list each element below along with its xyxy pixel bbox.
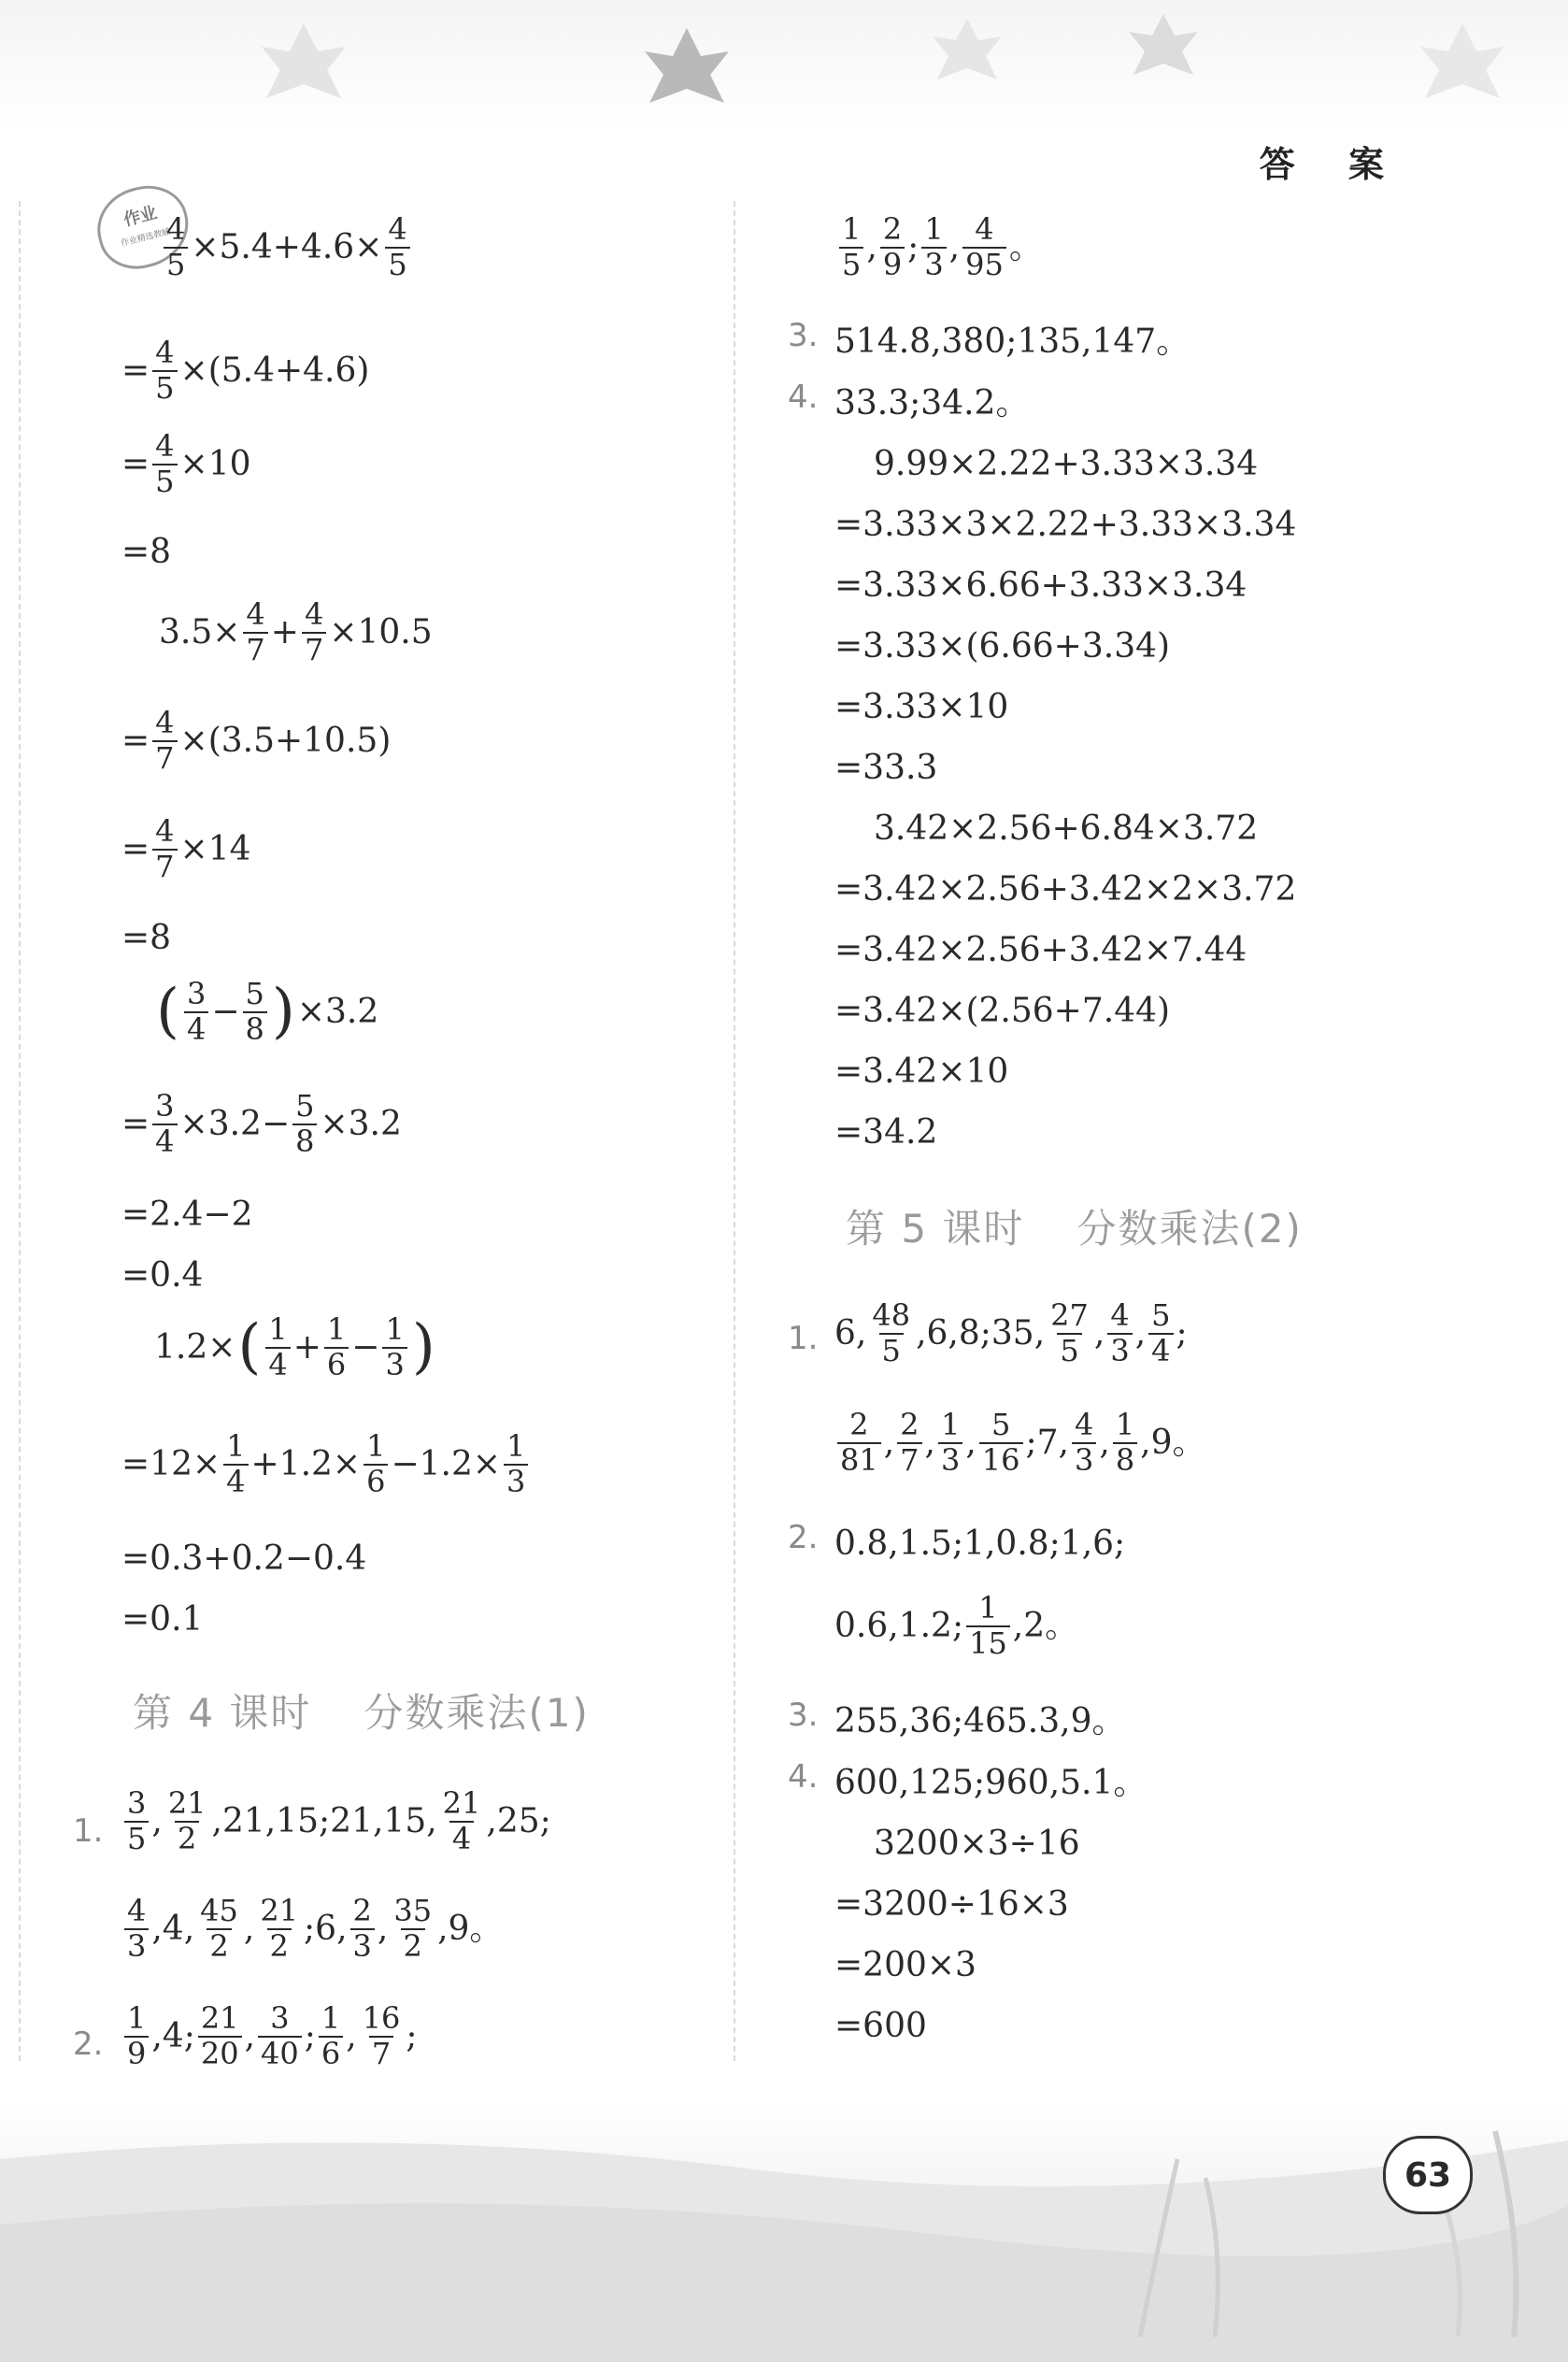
fraction: $\frac{2}{81}$ — [837, 1409, 881, 1478]
fraction: $\frac{5}{8}$ — [292, 1090, 317, 1159]
calc-line: =200×3 — [834, 1946, 976, 1984]
fraction: $\frac{1}{3}$ — [504, 1430, 528, 1499]
calc-line: 3.42×2.56+6.84×3.72 — [874, 809, 1259, 848]
calc-line: 3200×3÷16 — [874, 1825, 1080, 1863]
calc-line: =3200÷16×3 — [834, 1885, 1069, 1924]
fraction: $\frac{1}{3}$ — [938, 1409, 962, 1478]
calc-line: 9.99×2.22+3.33×3.34 — [874, 445, 1259, 483]
fraction: $\frac{4}{7}$ — [302, 598, 326, 667]
fraction: $\frac{3}{40}$ — [258, 2002, 302, 2071]
question-number: 2. — [73, 2026, 104, 2063]
fraction: $\frac{4}{3}$ — [124, 1895, 149, 1964]
fraction: $\frac{1}{6}$ — [319, 2002, 343, 2071]
calc-line: =2.4−2 — [121, 1195, 253, 1234]
fraction: $\frac{1}{3}$ — [382, 1313, 406, 1382]
question-number: 1. — [73, 1812, 104, 1850]
calc-line: =0.1 — [121, 1600, 204, 1639]
fraction: $\frac{1}{5}$ — [839, 213, 863, 282]
answer-line: $\frac{1}{5}$ , $\frac{2}{9}$ ; $\frac{1}{3}$ , $\frac{4}{95}$ 。 — [836, 213, 1043, 282]
column-divider — [734, 201, 735, 2061]
answer-line: 6, $\frac{48}{5}$ ,6,8;35, $\frac{27}{5}$ , $\frac{4}{3}$ , $\frac{5}{4}$ ; — [834, 1297, 1188, 1368]
fraction: $\frac{4}{7}$ — [243, 598, 267, 667]
fraction: $\frac{16}{7}$ — [362, 2000, 401, 2071]
answer-line: 0.6,1.2; $\frac{1}{15}$ ,2。 — [834, 1590, 1079, 1661]
fraction: $\frac{2}{3}$ — [350, 1895, 375, 1964]
fraction: $\frac{2}{7}$ — [897, 1409, 921, 1478]
fraction: $\frac{1}{9}$ — [124, 2002, 149, 2071]
calc-line: = $\frac{4}{5}$ ×(5.4+4.6) — [121, 335, 370, 406]
fraction: $\frac{1}{3}$ — [921, 213, 946, 282]
fraction: $\frac{3}{4}$ — [152, 1090, 177, 1159]
fraction: $\frac{5}{16}$ — [979, 1409, 1023, 1478]
leaf-icon — [1121, 9, 1205, 84]
question-number: 4. — [788, 379, 819, 416]
question-number: 1. — [788, 1320, 819, 1357]
watermark-stamp: 作业 作业精选教辅 — [89, 177, 197, 277]
fraction: $\frac{1}{4}$ — [223, 1430, 248, 1499]
wheat-field-icon — [0, 2103, 1568, 2362]
calc-line: =3.42×(2.56+7.44) — [834, 992, 1171, 1030]
calc-line: ( $\frac{3}{4}$ − $\frac{5}{8}$ ) ×3.2 — [156, 976, 379, 1047]
question-number: 3. — [788, 317, 819, 354]
calc-line: =3.33×3×2.22+3.33×3.34 — [834, 506, 1297, 544]
fraction: $\frac{1}{6}$ — [363, 1430, 388, 1499]
question-number: 3. — [788, 1696, 819, 1734]
answer-line: $\frac{2}{81}$ , $\frac{2}{7}$ , $\frac{1}{3}$ , $\frac{5}{16}$ ;7, $\frac{4}{3}$ , $\frac{1}{8}$ ,9。 — [834, 1409, 1206, 1478]
top-decoration — [0, 0, 1568, 131]
answer-line: 0.8,1.5;1,0.8;1,6; — [834, 1525, 1126, 1563]
calc-line: =3.42×2.56+3.42×7.44 — [834, 931, 1247, 969]
fraction: $\frac{4}{3}$ — [1107, 1299, 1132, 1368]
leaf-icon — [925, 14, 1009, 89]
calc-line: 1.2× ( $\frac{1}{4}$ + $\frac{1}{6}$ − $\frac{1}{3}$ ) — [154, 1311, 435, 1382]
fraction: $\frac{4}{5}$ — [152, 430, 177, 499]
calc-line: =3.33×(6.66+3.34) — [834, 627, 1171, 666]
calc-line: = $\frac{4}{7}$ ×14 — [121, 813, 251, 884]
fraction: $\frac{21}{4}$ — [442, 1785, 481, 1856]
question-number: 2. — [788, 1519, 819, 1556]
calc-line: =33.3 — [834, 749, 938, 787]
fraction: $\frac{1}{15}$ — [966, 1592, 1010, 1661]
bottom-decoration — [0, 2103, 1568, 2362]
fraction: $\frac{21}{2}$ — [167, 1785, 207, 1856]
fraction: $\frac{4}{7}$ — [152, 707, 177, 776]
calc-line: $\frac{4}{5}$ ×5.4+4.6× $\frac{4}{5}$ — [161, 213, 413, 282]
calc-line: =0.4 — [121, 1256, 204, 1295]
answer-line: 255,36;465.3,9。 — [834, 1702, 1126, 1740]
fraction: $\frac{1}{4}$ — [265, 1313, 290, 1382]
fraction: $\frac{45}{2}$ — [200, 1893, 238, 1964]
answer-line: 514.8,380;135,147。 — [834, 322, 1190, 361]
section-title-lesson-5: 第 5 课时 分数乘法(2) — [846, 1206, 1303, 1252]
page-number: 63 — [1383, 2136, 1473, 2214]
fraction: $\frac{48}{5}$ — [872, 1297, 911, 1368]
calc-line: = $\frac{4}{7}$ ×(3.5+10.5) — [121, 705, 392, 776]
left-margin-rule — [19, 201, 21, 2061]
calc-line: =3.42×2.56+3.42×2×3.72 — [834, 870, 1297, 909]
fraction: $\frac{4}{5}$ — [152, 336, 177, 406]
calc-line: =3.33×6.66+3.33×3.34 — [834, 566, 1247, 605]
calc-line: 33.3;34.2。 — [834, 384, 1030, 422]
fraction: $\frac{35}{2}$ — [393, 1893, 433, 1964]
fraction: $\frac{3}{4}$ — [184, 978, 208, 1047]
calc-line: =3.42×10 — [834, 1052, 1009, 1091]
fraction: $\frac{1}{6}$ — [324, 1313, 349, 1382]
fraction: $\frac{5}{4}$ — [1148, 1299, 1173, 1368]
calc-line: =34.2 — [834, 1113, 938, 1152]
section-title-lesson-4: 第 4 课时 分数乘法(1) — [133, 1690, 590, 1736]
fraction: $\frac{2}{9}$ — [880, 213, 905, 282]
fraction: $\frac{21}{2}$ — [260, 1893, 299, 1964]
fraction: $\frac{4}{95}$ — [962, 213, 1006, 282]
fraction: $\frac{4}{7}$ — [152, 815, 177, 884]
leaf-icon — [1411, 19, 1514, 112]
calc-line: =12× $\frac{1}{4}$ +1.2× $\frac{1}{6}$ −1.2× $\frac{1}{3}$ — [121, 1430, 531, 1499]
calc-line: = $\frac{3}{4}$ ×3.2− $\frac{5}{8}$ ×3.2 — [121, 1088, 402, 1159]
calc-line: =3.33×10 — [834, 688, 1009, 726]
answer-line: $\frac{4}{3}$ ,4, $\frac{45}{2}$ , $\frac{21}{2}$ ;6, $\frac{2}{3}$ , $\frac{35}{2}$ ,9。 — [121, 1895, 503, 1964]
calc-line: =0.3+0.2−0.4 — [121, 1539, 367, 1578]
calc-line: 600,125;960,5.1。 — [834, 1764, 1147, 1802]
question-number: 4. — [788, 1758, 819, 1796]
fraction: $\frac{1}{8}$ — [1113, 1409, 1137, 1478]
fraction: $\frac{3}{5}$ — [124, 1787, 149, 1856]
leaf-icon — [635, 23, 738, 117]
page-title: 答 案 — [1259, 144, 1404, 185]
fraction: $\frac{21}{20}$ — [198, 2002, 242, 2071]
fraction: $\frac{4}{5}$ — [164, 213, 188, 282]
answer-line: $\frac{1}{9}$ ,4; $\frac{21}{20}$ , $\frac{3}{40}$ ; $\frac{1}{6}$ , $\frac{16}{7}$ ; — [121, 2002, 418, 2071]
leaf-icon — [252, 19, 355, 112]
calc-line: =8 — [121, 919, 172, 957]
calc-line: =600 — [834, 2007, 927, 2045]
fraction: $\frac{5}{8}$ — [243, 978, 267, 1047]
calc-line: =8 — [121, 533, 172, 571]
calc-line: 3.5× $\frac{4}{7}$ + $\frac{4}{7}$ ×10.5 — [159, 596, 433, 667]
calc-line: = $\frac{4}{5}$ ×10 — [121, 428, 251, 499]
answer-line: $\frac{3}{5}$ , $\frac{21}{2}$ ,21,15;21,15, $\frac{21}{4}$ ,25; — [121, 1787, 551, 1856]
fraction: $\frac{4}{3}$ — [1072, 1409, 1096, 1478]
fraction: $\frac{4}{5}$ — [385, 213, 409, 282]
fraction: $\frac{27}{5}$ — [1050, 1297, 1089, 1368]
